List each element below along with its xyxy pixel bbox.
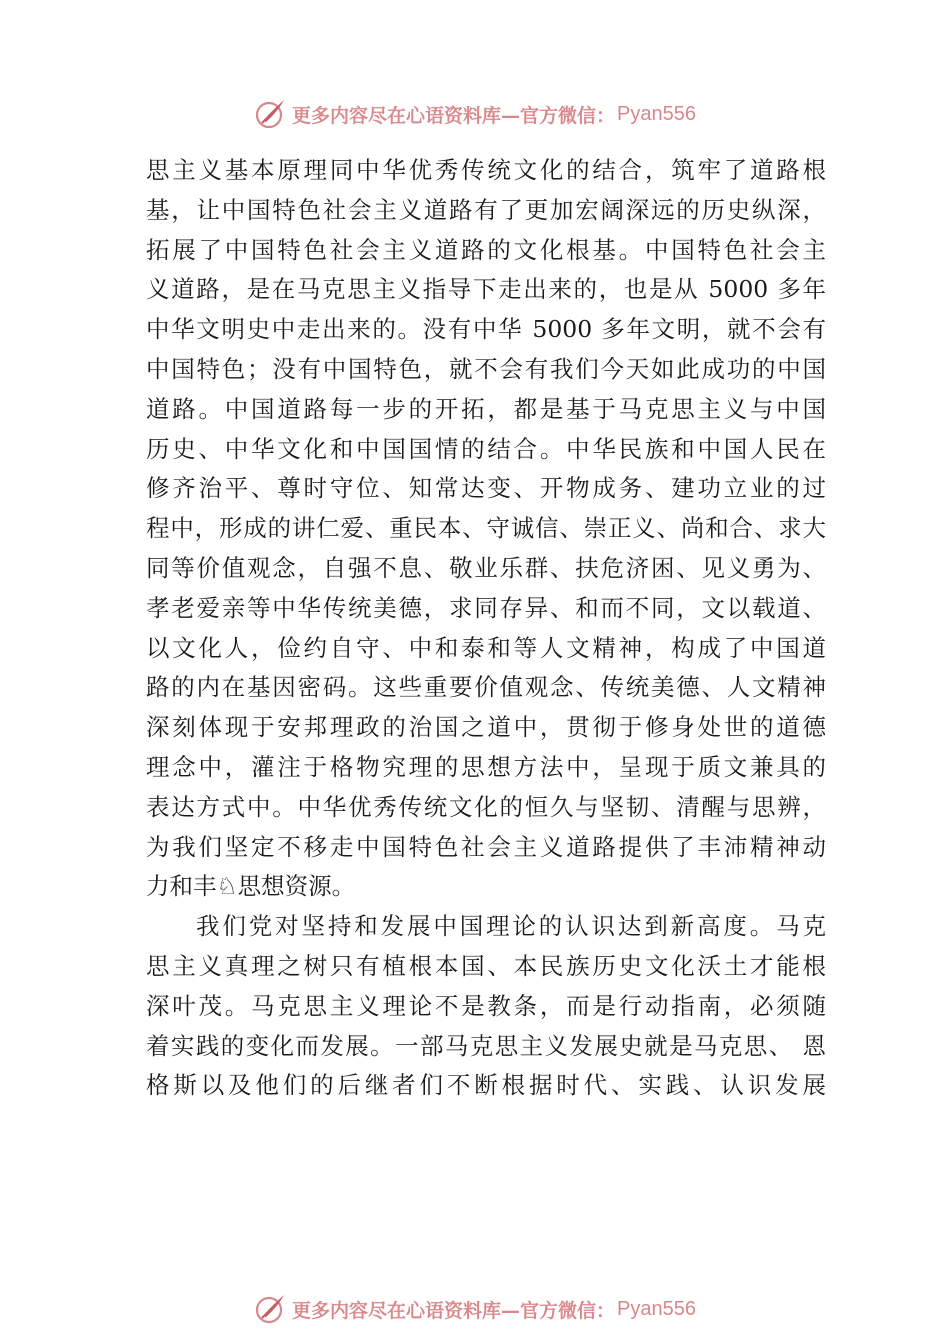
text-line: 道路。中国道路每一步的开拓，都是基于马克思主义与中国 <box>146 394 826 423</box>
text-line: 中华文明史中走出来的。没有中华 5000 多年文明，就不会有 <box>146 315 826 344</box>
text-line: 深叶茂。马克思主义理论不是教条，而是行动指南，必须随 <box>146 991 826 1020</box>
text-line: 格斯以及他们的后继者们不断根据时代、实践、认识发展 <box>146 1071 826 1100</box>
quill-seal-icon <box>254 1292 288 1326</box>
text-line: 思主义基本原理同中华优秀传统文化的结合，筑牢了道路根 <box>146 156 826 184</box>
text-line: 修齐治平、尊时守位、知常达变、开物成务、建功立业的过 <box>146 474 826 503</box>
text-line: 历史、中华文化和中国国情的结合。中华民族和中国人民在 <box>146 434 826 463</box>
document-body <box>146 151 826 1106</box>
text-line: 程中，形成的讲仁爱、重民本、守诚信、崇正义、尚和合、求大 <box>146 514 826 543</box>
text-line: 以文化人，俭约自守、中和泰和等人文精神，构成了中国道 <box>146 633 826 662</box>
text-line: 孝老爱亲等中华传统美德，求同存异、和而不同，文以载道、 <box>146 593 826 622</box>
text-line: 表达方式中。中华优秀传统文化的恒久与坚韧、清醒与思辨， <box>146 792 826 821</box>
text-line: 拓展了中国特色社会主义道路的文化根基。中国特色社会主 <box>146 235 826 264</box>
footer-watermark <box>0 1289 950 1329</box>
watermark-text: 更多内容尽在心语资料库—官方微信： <box>292 104 616 127</box>
text-line: 着实践的变化而发展。一部马克思主义发展史就是马克思、 恩 <box>146 1031 826 1060</box>
text-line: 深刻体现于安邦理政的治国之道中，贯彻于修身处世的道德 <box>146 713 826 742</box>
paragraph-end-line: 力和丰♘思想资源。 <box>146 872 356 901</box>
header-watermark <box>0 94 950 134</box>
watermark-wechat-id: Pyan556 <box>617 102 696 125</box>
text-line: 基，让中国特色社会主义道路有了更加宏阔深远的历史纵深， <box>146 195 826 224</box>
watermark-text: 更多内容尽在心语资料库—官方微信： <box>292 1299 616 1322</box>
text-line: 思主义真理之树只有植根本国、本民族历史文化沃土才能根 <box>146 951 826 980</box>
text-line: 为我们坚定不移走中国特色社会主义道路提供了丰沛精神动 <box>146 832 826 861</box>
watermark-wechat-id: Pyan556 <box>617 1297 696 1320</box>
text-line: 同等价值观念，自强不息、敬业乐群、扶危济困、见义勇为、 <box>146 553 826 582</box>
text-line: 中国特色；没有中国特色，就不会有我们今天如此成功的中国 <box>146 354 826 383</box>
quill-seal-icon <box>254 97 288 131</box>
text-line: 义道路，是在马克思主义指导下走出来的，也是从 5000 多年 <box>146 275 826 304</box>
text-line: 路的内在基因密码。这些重要价值观念、传统美德、人文精神 <box>146 673 826 702</box>
text-line: 理念中，灌注于格物究理的思想方法中，呈现于质文兼具的 <box>146 752 826 781</box>
paragraph-start-line: 我们党对坚持和发展中国理论的认识达到新高度。马克 <box>196 912 826 941</box>
